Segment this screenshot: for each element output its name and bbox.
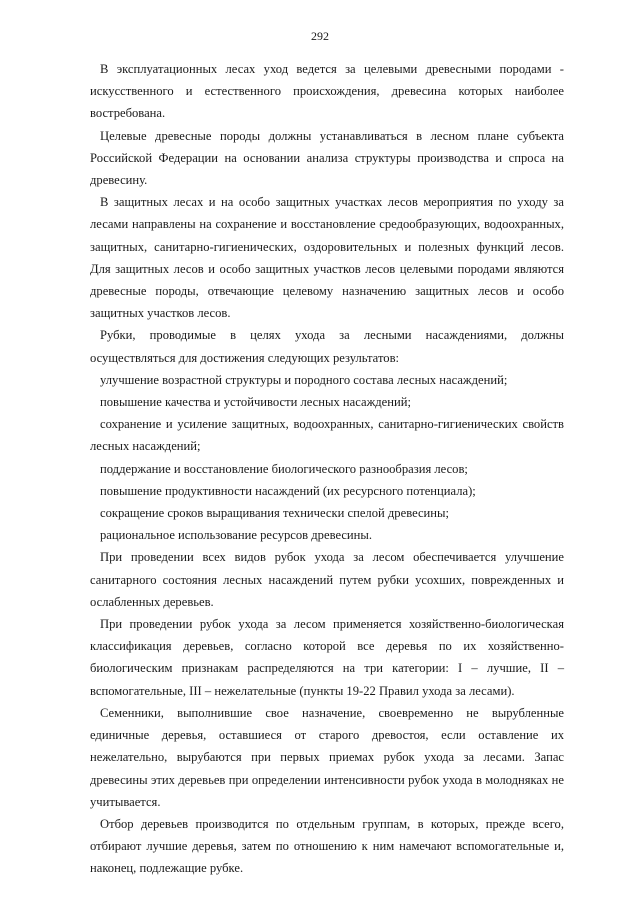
body-text xyxy=(90,58,564,880)
list-item: повышение продуктивности насаждений (их ресурсного потенциала); xyxy=(100,483,476,498)
paragraph: В эксплуатационных лесах уход ведется за целевыми древесными породами - искусственного и естественного происхождения, древесина которых наиболее востребована. xyxy=(90,62,564,121)
paragraph: Семенники, выполнившие свое назначение, своевременно не вырубленные единичные деревья, оставшиеся от старого древостоя, если оставление их нежелательно, вырубаются при первых приемах рубок ухода за лесами. Запас древесины этих деревьев при определении интенсивности рубок ухода в молодняках не учитывается. xyxy=(90,705,564,809)
list-item: улучшение возрастной структуры и породного состава лесных насаждений; xyxy=(100,372,508,387)
paragraph: Рубки, проводимые в целях ухода за лесными насаждениями, должны осуществляться для достижения следующих результатов: xyxy=(90,328,564,365)
list-item: сохранение и усиление защитных, водоохранных, санитарно-гигиенических свойств лесных насаждений; xyxy=(90,417,564,454)
page-number: 292 xyxy=(311,29,329,43)
list-item: поддержание и восстановление биологического разнообразия лесов; xyxy=(100,461,468,476)
list-item: сокращение сроков выращивания технически спелой древесины; xyxy=(100,506,449,521)
paragraph: Отбор деревьев производится по отдельным группам, в которых, прежде всего, отбирают лучшие деревья, затем по отношению к ним намечают вспомогательные и, наконец, подлежащие рубке. xyxy=(90,816,564,876)
paragraph: При проведении рубок ухода за лесом применяется хозяйственно-биологическая классификация деревьев, согласно которой все деревья по их хозяйственно-биологическим признакам распределяются на три категории: I – лучшие, II – вспомогательные, III – нежелательные (пункты 19-22 Правил ухода за лесами). xyxy=(90,617,564,698)
list-item: рациональное использование ресурсов древесины. xyxy=(100,528,373,543)
paragraph: В защитных лесах и на особо защитных участках лесов мероприятия по уходу за лесами направлены на сохранение и восстановление средообразующих, водоохранных, защитных, санитарно-гигиенических, оздоровительных и полезных функций лесов. Для защитных лесов и особо защитных участков лесов целевыми породами являются древесные породы, отвечающие целевому назначению защитных лесов и особо защитных участков лесов. xyxy=(90,195,564,321)
list-item: повышение качества и устойчивости лесных насаждений; xyxy=(100,395,411,410)
paragraph: Целевые древесные породы должны устанавливаться в лесном плане субъекта Российской Федерации на основании анализа структуры производства и спроса на древесину. xyxy=(90,128,564,188)
paragraph: При проведении всех видов рубок ухода за лесом обеспечивается улучшение санитарного состояния лесных насаждений путем рубки усохших, поврежденных и ослабленных деревьев. xyxy=(90,550,564,609)
